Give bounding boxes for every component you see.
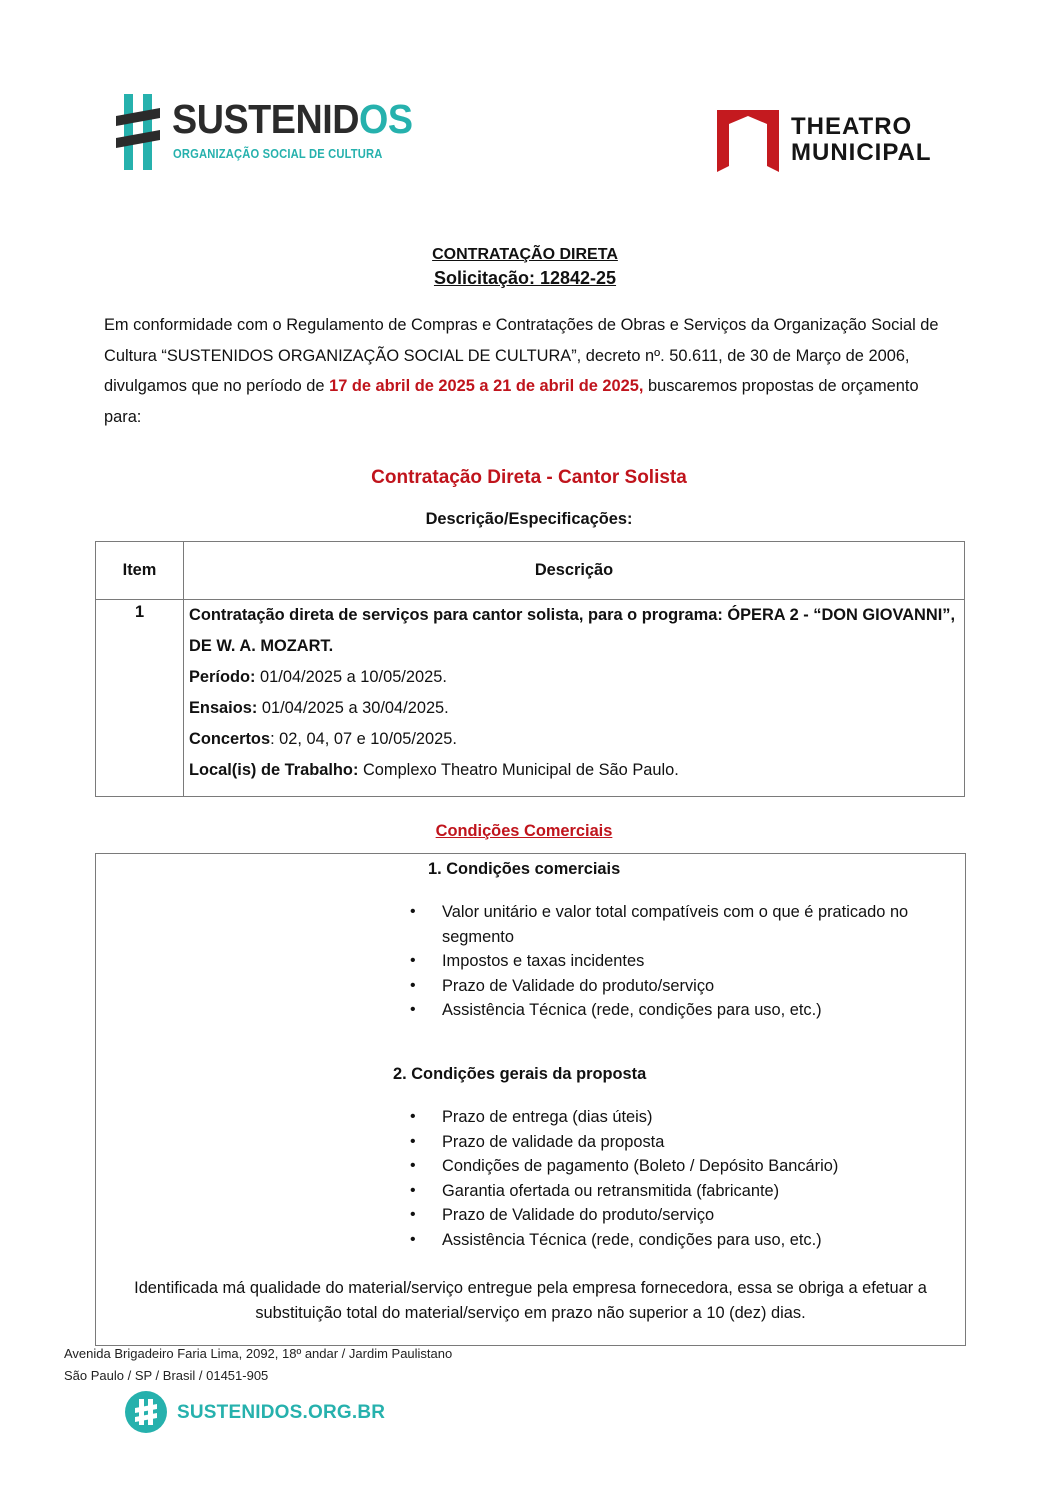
detail-period: Período: 01/04/2025 a 10/05/2025.	[189, 668, 447, 686]
conditions-title: Condições Comerciais	[435, 822, 613, 840]
address-line1: Avenida Brigadeiro Faria Lima, 2092, 18º andar / Jardim Paulistano	[64, 1346, 453, 1361]
hash-icon	[116, 94, 166, 170]
list-item: • Assistência Técnica (rede, condições para uso, etc.)	[410, 1228, 950, 1253]
theatro-wordmark	[791, 114, 932, 166]
item-number: 1	[96, 600, 184, 797]
conditions-section1-heading: 1. Condições comerciais	[428, 860, 621, 878]
spec-table	[95, 541, 965, 797]
hash-circle-icon	[125, 1391, 167, 1433]
item-description	[184, 600, 965, 797]
theatro-line2: MUNICIPAL	[791, 139, 932, 166]
address-line2: São Paulo / SP / Brasil / 01451-905	[64, 1367, 269, 1383]
conditions-section1-list	[410, 900, 950, 1023]
sustenidos-wordmark: SUSTENIDOS	[172, 96, 413, 142]
list-item: • Valor unitário e valor total compatíveis com o que é praticado no segmento	[410, 900, 950, 949]
table-header-row	[96, 542, 965, 600]
list-item: • Prazo de Validade do produto/serviço	[410, 1203, 950, 1228]
website-link[interactable]: SUSTENIDOS.ORG.BR	[177, 1402, 386, 1423]
list-item: • Assistência Técnica (rede, condições para uso, etc.)	[410, 998, 950, 1023]
sustenidos-tagline: ORGANIZAÇÃO SOCIAL DE CULTURA	[173, 146, 383, 161]
theatro-line1: THEATRO	[791, 113, 913, 140]
closing-statement: Identificada má qualidade do material/serviço entregue pela empresa fornecedora, essa se obriga a efetuar a substituição total do material/serviço em prazo não superior a 10 (dez) dias.	[134, 1279, 927, 1322]
document-title: CONTRATAÇÃO DIRETA	[432, 246, 618, 263]
table-row	[96, 600, 965, 797]
spec-title: Descrição/Especificações:	[425, 510, 633, 528]
list-item: • Prazo de entrega (dias úteis)	[410, 1105, 950, 1130]
period-highlight: 17 de abril de 2025 a 21 de abril de 2025,	[329, 377, 644, 395]
list-item: • Prazo de Validade do produto/serviço	[410, 974, 950, 999]
header-item: Item	[96, 542, 184, 600]
detail-rehearsals: Ensaios: 01/04/2025 a 30/04/2025.	[189, 699, 449, 717]
detail-concerts: Concertos: 02, 04, 07 e 10/05/2025.	[189, 730, 457, 748]
theatro-municipal-logo	[717, 110, 957, 174]
list-item: • Prazo de validade da proposta	[410, 1130, 950, 1155]
description-main: Contratação direta de serviços para cantor solista, para o programa: ÓPERA 2 - “DON GIOVANNI”, DE W. A. MOZART.	[189, 606, 956, 655]
request-number: Solicitação: 12842-25	[433, 268, 617, 288]
list-item: • Garantia ofertada ou retransmitida (fabricante)	[410, 1179, 950, 1204]
conditions-section2-heading: 2. Condições gerais da proposta	[393, 1065, 647, 1083]
sustenidos-logo	[116, 94, 413, 172]
intro-paragraph: Em conformidade com o Regulamento de Compras e Contratações de Obras e Serviços da Organização Social de Cultura “SUSTENIDOS ORGANIZAÇÃO SOCIAL DE CULTURA”, decreto nº. 50.611, de 30 de Março de 2006, divulgamos que no período de 17 de abril de 2025 a 21 de abril de 2025, buscaremos propostas de orçamento para:	[104, 316, 939, 426]
list-item: • Impostos e taxas incidentes	[410, 949, 950, 974]
footer-website-logo	[125, 1391, 385, 1435]
section-title: Contratação Direta - Cantor Solista	[371, 467, 687, 488]
detail-location: Local(is) de Trabalho: Complexo Theatro Municipal de São Paulo.	[189, 761, 679, 779]
conditions-box	[95, 853, 966, 1346]
footer-address	[64, 1343, 452, 1386]
arch-icon	[717, 110, 779, 172]
list-item: • Condições de pagamento (Boleto / Depósito Bancário)	[410, 1154, 950, 1179]
conditions-section2-list	[410, 1105, 950, 1253]
header-description: Descrição	[184, 542, 965, 600]
